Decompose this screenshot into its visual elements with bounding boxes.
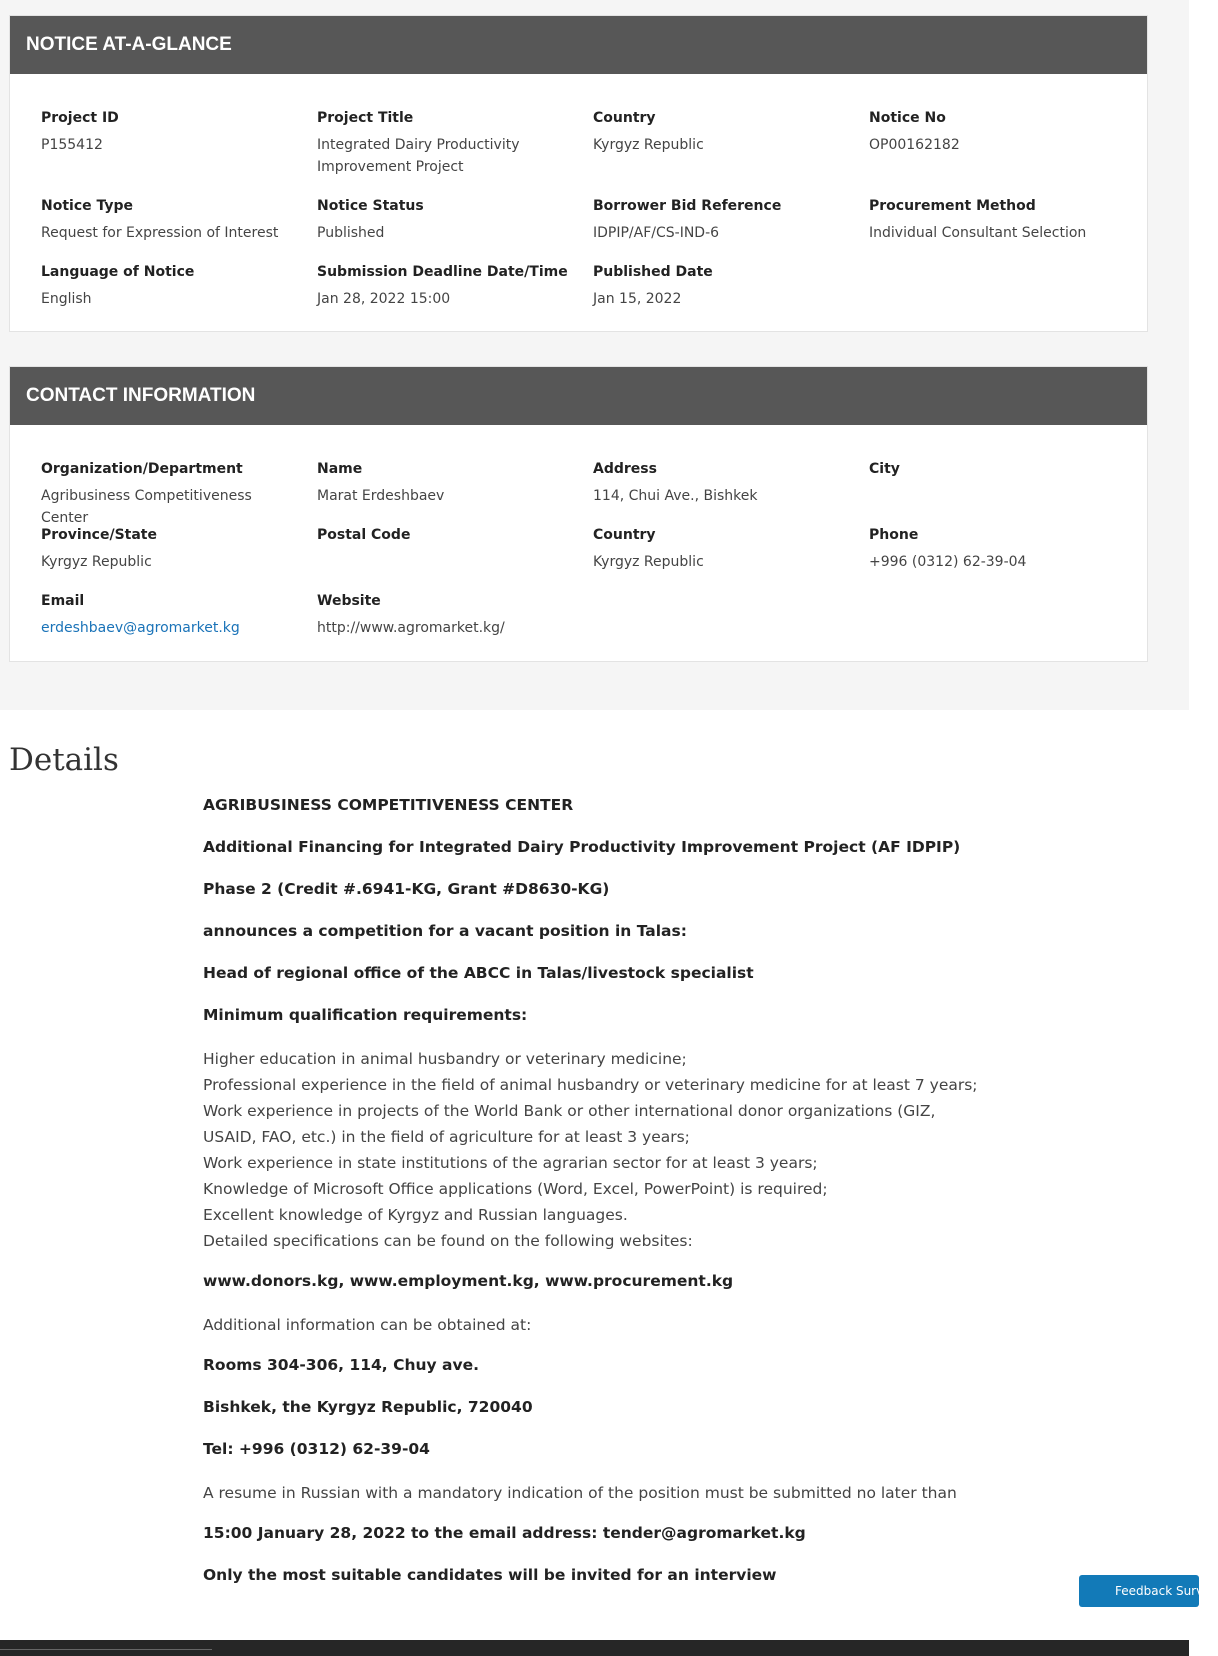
field-value: http://www.agromarket.kg/ — [317, 620, 505, 636]
field-label: Borrower Bid Reference — [593, 198, 782, 214]
field-label: Postal Code — [317, 527, 411, 543]
field-value: Individual Consultant Selection — [869, 225, 1087, 241]
requirement-line: USAID, FAO, etc.) in the field of agriculture for at least 3 years; — [203, 1128, 690, 1146]
field-postal-code — [317, 525, 587, 551]
details-heading: Details — [9, 742, 119, 778]
field-value: Kyrgyz Republic — [593, 554, 704, 570]
field-label: City — [869, 461, 900, 477]
field-value: Jan 15, 2022 — [593, 291, 682, 307]
org-name: AGRIBUSINESS COMPETITIVENESS CENTER — [203, 796, 574, 814]
position-title: Head of regional office of the ABCC in Talas/livestock specialist — [203, 964, 754, 982]
field-label: Organization/Department — [41, 461, 243, 477]
field-website — [317, 591, 587, 639]
requirement-line: Detailed specifications can be found on the following websites: — [203, 1232, 693, 1250]
footer-bar — [0, 1640, 1189, 1656]
field-value: IDPIP/AF/CS-IND-6 — [593, 225, 720, 241]
field-value: English — [41, 291, 92, 307]
phase-info: Phase 2 (Credit #.6941-KG, Grant #D8630-KG) — [203, 880, 610, 898]
field-language-of-notice — [41, 262, 311, 310]
field-label: Submission Deadline Date/Time — [317, 264, 568, 280]
field-country — [593, 108, 863, 156]
websites-list: www.donors.kg, www.employment.kg, www.procurement.kg — [203, 1272, 734, 1290]
field-label: Procurement Method — [869, 198, 1036, 214]
field-value: Agribusiness Competitiveness Center — [41, 488, 252, 526]
details-content — [203, 794, 1023, 1606]
requirement-line: Knowledge of Microsoft Office applications (Word, Excel, PowerPoint) is required; — [203, 1180, 828, 1198]
field-name — [317, 459, 587, 507]
requirement-line: Work experience in projects of the World Bank or other international donor organizations (GIZ, — [203, 1102, 936, 1120]
resume-note: A resume in Russian with a mandatory indication of the position must be submitted no later than — [203, 1484, 957, 1502]
requirement-line: Higher education in animal husbandry or veterinary medicine; — [203, 1050, 687, 1068]
requirements-list — [203, 1046, 1023, 1254]
field-value: Integrated Dairy Productivity Improvement Project — [317, 137, 520, 175]
field-label: Website — [317, 593, 381, 609]
field-label: Email — [41, 593, 85, 609]
field-value: Kyrgyz Republic — [41, 554, 152, 570]
field-phone — [869, 525, 1139, 573]
field-organization — [41, 459, 301, 529]
rooms-address: Rooms 304-306, 114, Chuy ave. — [203, 1356, 479, 1374]
city-address: Bishkek, the Kyrgyz Republic, 720040 — [203, 1398, 533, 1416]
contact-panel-header: CONTACT INFORMATION — [10, 367, 1147, 425]
field-value: 114, Chui Ave., Bishkek — [593, 488, 758, 504]
field-value: Request for Expression of Interest — [41, 225, 279, 241]
field-value: Jan 28, 2022 15:00 — [317, 291, 451, 307]
field-label: Notice Status — [317, 198, 424, 214]
field-province-state — [41, 525, 311, 573]
field-label: Phone — [869, 527, 919, 543]
field-value: +996 (0312) 62-39-04 — [869, 554, 1027, 570]
field-label: Notice No — [869, 110, 946, 126]
field-notice-status — [317, 196, 587, 244]
requirement-line: Excellent knowledge of Kyrgyz and Russian languages. — [203, 1206, 628, 1224]
field-borrower-bid-reference — [593, 196, 863, 244]
field-label: Country — [593, 527, 656, 543]
requirement-line: Work experience in state institutions of the agrarian sector for at least 3 years; — [203, 1154, 818, 1172]
announcement: announces a competition for a vacant position in Talas: — [203, 922, 687, 940]
field-label: Country — [593, 110, 656, 126]
field-project-id — [41, 108, 311, 156]
feedback-survey-button[interactable]: Feedback Survey — [1079, 1575, 1199, 1607]
field-label: Notice Type — [41, 198, 134, 214]
field-label: Language of Notice — [41, 264, 195, 280]
field-value: Kyrgyz Republic — [593, 137, 704, 153]
requirements-heading: Minimum qualification requirements: — [203, 1006, 528, 1024]
field-contact-country — [593, 525, 863, 573]
telephone: Tel: +996 (0312) 62-39-04 — [203, 1440, 430, 1458]
project-name: Additional Financing for Integrated Dairy Productivity Improvement Project (AF IDPIP) — [203, 838, 961, 856]
field-procurement-method — [869, 196, 1139, 244]
additional-info: Additional information can be obtained at: — [203, 1316, 532, 1334]
footer-divider — [0, 1649, 212, 1650]
requirement-line: Professional experience in the field of animal husbandry or veterinary medicine for at least 7 years; — [203, 1076, 978, 1094]
closing-note: Only the most suitable candidates will be invited for an interview — [203, 1566, 777, 1584]
field-submission-deadline — [317, 262, 587, 310]
field-value: Published — [317, 225, 385, 241]
field-value: Marat Erdeshbaev — [317, 488, 445, 504]
field-published-date — [593, 262, 863, 310]
field-address — [593, 459, 863, 507]
field-label: Published Date — [593, 264, 713, 280]
field-city — [869, 459, 1139, 485]
notice-panel-header: NOTICE AT-A-GLANCE — [10, 16, 1147, 74]
field-label: Name — [317, 461, 363, 477]
field-notice-no — [869, 108, 1139, 156]
notice-panel — [9, 15, 1148, 332]
field-project-title — [317, 108, 532, 178]
field-notice-type — [41, 196, 311, 244]
field-value: OP00162182 — [869, 137, 960, 153]
field-label: Province/State — [41, 527, 157, 543]
email-link[interactable]: erdeshbaev@agromarket.kg — [41, 620, 240, 636]
deadline-email: 15:00 January 28, 2022 to the email address: tender@agromarket.kg — [203, 1524, 806, 1542]
field-label: Address — [593, 461, 657, 477]
field-value: P155412 — [41, 137, 103, 153]
field-label: Project ID — [41, 110, 119, 126]
contact-panel — [9, 366, 1148, 662]
field-email — [41, 591, 311, 639]
field-label: Project Title — [317, 110, 414, 126]
